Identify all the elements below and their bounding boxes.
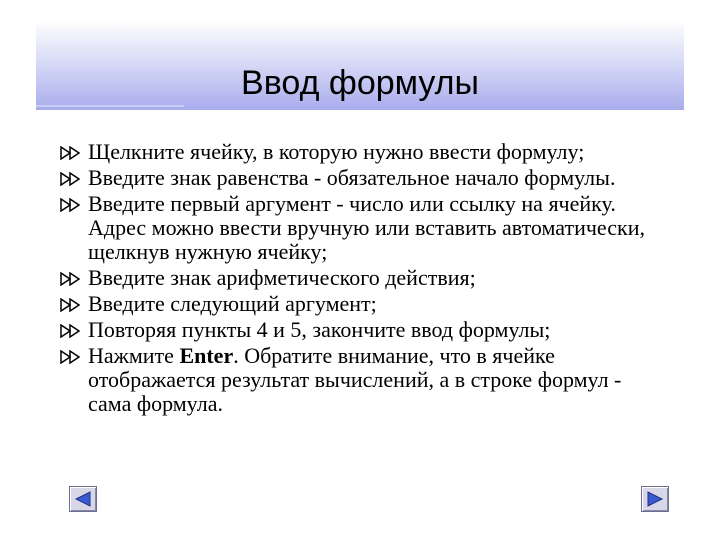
bullet-item (60, 192, 670, 264)
bullet-text: . Обратите внимание, что в ячейке отображается результат вычислений, а в строке формул - сама формула. (88, 343, 622, 416)
next-slide-button[interactable] (641, 486, 669, 512)
bullet-text: Введите знак арифметического действия; (88, 265, 476, 290)
bullet-text: Повторяя пункты 4 и 5, закончите ввод формулы; (88, 317, 551, 342)
bullet-item (60, 140, 670, 164)
bullet-text: Введите знак равенства - обязательное начало формулы. (88, 165, 616, 190)
bullet-item (60, 266, 670, 290)
bullet-list (60, 140, 670, 418)
fast-forward-icon (60, 298, 82, 312)
fast-forward-icon (60, 172, 82, 186)
slide-title: Ввод формулы (241, 64, 479, 102)
previous-slide-button[interactable] (69, 486, 97, 512)
bullet-prefix: Нажмите (88, 343, 180, 368)
bullet-text: Введите первый аргумент - число или ссылку на ячейку. Адрес можно ввести вручную или вставить автоматически, щелкнув нужную ячейку; (88, 191, 645, 264)
bullet-item (60, 318, 670, 342)
bullet-item (60, 292, 670, 316)
fast-forward-icon (60, 146, 82, 160)
bullet-item (60, 166, 670, 190)
bullet-text: Введите следующий аргумент; (88, 291, 377, 316)
enter-key-label: Enter (179, 343, 234, 368)
title-underline (36, 105, 184, 107)
fast-forward-icon (60, 350, 82, 364)
fast-forward-icon (60, 324, 82, 338)
triangle-right-icon (646, 491, 664, 507)
bullet-text: Щелкните ячейку, в которую нужно ввести формулу; (88, 139, 585, 164)
bullet-item (60, 344, 670, 416)
fast-forward-icon (60, 198, 82, 212)
fast-forward-icon (60, 272, 82, 286)
triangle-left-icon (74, 491, 92, 507)
title-band (36, 20, 684, 110)
